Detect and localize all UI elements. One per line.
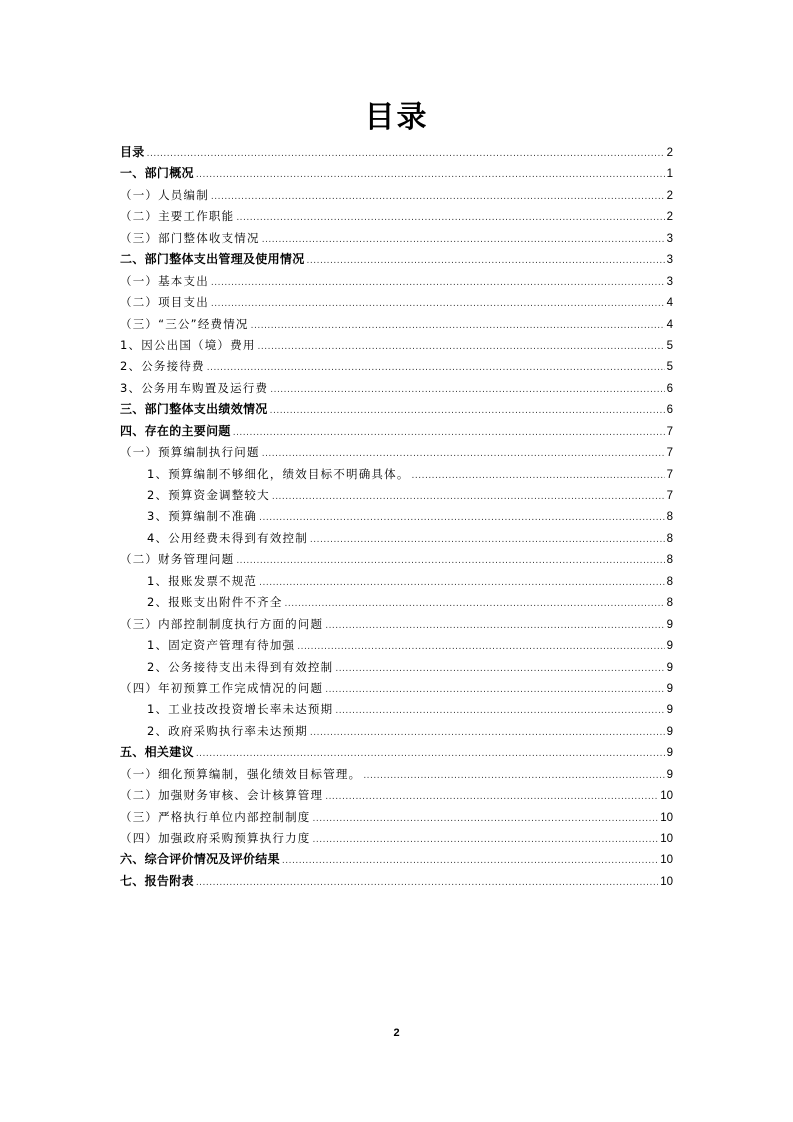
- toc-entry[interactable]: [120, 871, 673, 892]
- toc-entry[interactable]: [120, 399, 673, 420]
- toc-leader-dots: [335, 701, 664, 722]
- toc-entry-page: 7: [666, 468, 673, 481]
- toc-entry-label: 七、报告附表: [120, 873, 194, 888]
- toc-entry-page: 5: [666, 361, 673, 374]
- toc-entry-page: 10: [660, 811, 673, 824]
- toc-leader-dots: [211, 273, 665, 294]
- toc-entry-label: 1、因公出国（境）费用: [120, 337, 256, 352]
- toc-leader-dots: [325, 680, 664, 701]
- toc-entry-page: 8: [666, 532, 673, 545]
- toc-leader-dots: [297, 637, 664, 658]
- toc-leader-dots: [325, 787, 658, 808]
- toc-entry[interactable]: [120, 292, 673, 313]
- toc-entry[interactable]: [120, 721, 673, 742]
- toc-entry-label: 3、预算编制不准确: [147, 509, 258, 524]
- toc-leader-dots: [270, 401, 665, 422]
- toc-leader-dots: [147, 144, 665, 165]
- toc-entry-page: 2: [666, 147, 673, 159]
- toc-entry-label: 二、部门整体支出管理及使用情况: [120, 252, 305, 267]
- toc-entry[interactable]: [120, 378, 673, 399]
- toc-entry-page: 5: [666, 339, 673, 352]
- toc-leader-dots: [270, 380, 664, 401]
- toc-entry-label: （二）财务管理问题: [120, 552, 235, 567]
- toc-leader-dots: [310, 723, 665, 744]
- toc-entry-label: 1、工业技改投资增长率未达预期: [147, 702, 334, 717]
- toc-entry-label: （一）人员编制: [120, 187, 209, 202]
- toc-leader-dots: [335, 659, 664, 680]
- toc-entry-label: 四、存在的主要问题: [120, 423, 231, 438]
- table-of-contents: [120, 142, 673, 892]
- toc-entry-label: （二）项目支出: [120, 295, 209, 310]
- toc-entry-label: 4、公用经费未得到有效控制: [147, 530, 308, 545]
- toc-entry[interactable]: [120, 549, 673, 570]
- toc-leader-dots: [207, 358, 665, 379]
- toc-entry-page: 8: [666, 575, 673, 588]
- toc-entry[interactable]: [120, 249, 673, 270]
- toc-entry[interactable]: [120, 356, 673, 377]
- toc-entry-page: 9: [666, 768, 673, 781]
- toc-leader-dots: [282, 851, 658, 872]
- toc-entry-label: 2、公务接待支出未得到有效控制: [147, 659, 334, 674]
- toc-entry-label: 2、预算资金调整较大: [147, 488, 270, 502]
- toc-entry-page: 4: [666, 318, 673, 331]
- toc-leader-dots: [258, 337, 665, 358]
- toc-entry-label: （四）年初预算工作完成情况的问题: [120, 680, 324, 695]
- toc-leader-dots: [363, 766, 664, 787]
- toc-entry[interactable]: [120, 485, 673, 506]
- toc-entry-page: 9: [666, 747, 673, 760]
- toc-entry[interactable]: [120, 335, 673, 356]
- toc-entry[interactable]: [120, 142, 673, 163]
- toc-entry-label: （一）细化预算编制，强化绩效目标管理。: [120, 766, 362, 781]
- toc-entry-page: 3: [666, 254, 673, 267]
- toc-entry-label: （二）加强财务审核、会计核算管理: [120, 788, 324, 803]
- toc-entry-page: 8: [666, 597, 673, 610]
- toc-leader-dots: [196, 744, 665, 765]
- toc-entry-page: 9: [666, 618, 673, 631]
- toc-entry-label: 三、部门整体支出绩效情况: [120, 402, 268, 417]
- toc-entry-label: （三）“三公”经费情况: [120, 316, 249, 331]
- toc-entry-label: （三）部门整体收支情况: [120, 230, 260, 245]
- toc-leader-dots: [310, 530, 665, 551]
- toc-entry[interactable]: [120, 464, 673, 485]
- toc-entry[interactable]: [120, 571, 673, 592]
- toc-entry[interactable]: [120, 271, 673, 292]
- toc-entry-page: 8: [666, 554, 673, 567]
- toc-entry-label: （四）加强政府采购预算执行力度: [120, 831, 311, 845]
- toc-entry[interactable]: [120, 699, 673, 720]
- toc-entry-page: 3: [666, 275, 673, 288]
- toc-entry-page: 2: [666, 211, 673, 224]
- toc-entry-page: 2: [666, 189, 673, 202]
- toc-leader-dots: [211, 187, 665, 208]
- toc-leader-dots: [313, 809, 659, 830]
- toc-entry-page: 9: [666, 704, 673, 717]
- toc-entry-page: 3: [666, 232, 673, 245]
- toc-entry-label: 2、报账支出附件不齐全: [147, 595, 283, 610]
- toc-entry[interactable]: [120, 592, 673, 613]
- toc-entry[interactable]: [120, 528, 673, 549]
- toc-entry[interactable]: [120, 807, 673, 828]
- toc-entry-label: 3、公务用车购置及运行费: [120, 380, 269, 395]
- toc-leader-dots: [313, 830, 659, 851]
- toc-entry-label: 1、报账发票不规范: [147, 573, 258, 588]
- toc-entry-page: 10: [660, 854, 673, 867]
- toc-entry[interactable]: [120, 742, 673, 763]
- toc-entry-page: 7: [666, 425, 673, 438]
- toc-leader-dots: [259, 508, 664, 529]
- toc-entry-page: 4: [666, 297, 673, 310]
- toc-entry-label: 2、公务接待费: [120, 359, 205, 374]
- toc-entry-label: 五、相关建议: [120, 745, 194, 760]
- toc-entry-label: （二）主要工作职能: [120, 209, 235, 224]
- toc-leader-dots: [412, 466, 665, 487]
- page-number: 2: [393, 1027, 400, 1039]
- toc-entry[interactable]: [120, 849, 673, 870]
- toc-entry-page: 9: [666, 682, 673, 695]
- toc-entry-label: （一）预算编制执行问题: [120, 445, 260, 460]
- page-title: 目录: [364, 100, 429, 135]
- toc-entry-label: 一、部门概况: [120, 166, 194, 181]
- toc-entry[interactable]: [120, 421, 673, 442]
- toc-leader-dots: [233, 423, 665, 444]
- toc-entry-label: 六、综合评价情况及评价结果: [120, 852, 280, 867]
- toc-entry-page: 10: [660, 833, 673, 845]
- toc-entry[interactable]: [120, 785, 673, 806]
- toc-leader-dots: [251, 316, 665, 337]
- toc-entry-page: 6: [666, 404, 673, 417]
- toc-entry-page: 10: [660, 875, 673, 888]
- toc-entry[interactable]: [120, 678, 673, 699]
- toc-entry-page: 7: [666, 490, 673, 502]
- toc-leader-dots: [262, 230, 665, 251]
- toc-entry[interactable]: [120, 314, 673, 335]
- toc-entry-page: 9: [666, 725, 673, 738]
- toc-entry-page: 7: [666, 447, 673, 460]
- toc-entry-label: 目录: [120, 145, 145, 159]
- toc-entry[interactable]: [120, 828, 673, 849]
- toc-entry-page: 9: [666, 661, 673, 674]
- toc-entry[interactable]: [120, 206, 673, 227]
- toc-entry-label: （三）严格执行单位内部控制制度: [120, 809, 311, 824]
- toc-entry[interactable]: [120, 506, 673, 527]
- toc-entry-label: 1、预算编制不够细化，绩效目标不明确具体。: [147, 466, 410, 481]
- toc-entry[interactable]: [120, 614, 673, 635]
- toc-entry[interactable]: [120, 764, 673, 785]
- toc-entry-page: 1: [666, 168, 673, 181]
- toc-entry-page: 9: [666, 640, 673, 653]
- toc-entry-label: （三）内部控制制度执行方面的问题: [120, 616, 324, 631]
- toc-leader-dots: [325, 616, 664, 637]
- toc-entry[interactable]: [120, 163, 673, 184]
- toc-entry[interactable]: [120, 442, 673, 463]
- toc-leader-dots: [272, 487, 665, 508]
- toc-entry-label: 1、固定资产管理有待加强: [147, 638, 296, 653]
- toc-leader-dots: [236, 551, 664, 572]
- toc-entry-label: （一）基本支出: [120, 273, 209, 288]
- toc-leader-dots: [259, 573, 664, 594]
- toc-entry-page: 6: [666, 382, 673, 395]
- toc-leader-dots: [196, 165, 665, 186]
- toc-entry-page: 8: [666, 511, 673, 524]
- toc-entry[interactable]: [120, 657, 673, 678]
- toc-entry-page: 10: [660, 790, 673, 803]
- toc-leader-dots: [236, 208, 664, 229]
- toc-leader-dots: [262, 444, 665, 465]
- toc-leader-dots: [307, 251, 665, 272]
- toc-entry[interactable]: [120, 228, 673, 249]
- toc-entry[interactable]: [120, 635, 673, 656]
- toc-leader-dots: [211, 294, 665, 315]
- toc-leader-dots: [196, 873, 658, 894]
- toc-entry-label: 2、政府采购执行率未达预期: [147, 723, 308, 738]
- toc-entry[interactable]: [120, 185, 673, 206]
- toc-leader-dots: [285, 594, 665, 615]
